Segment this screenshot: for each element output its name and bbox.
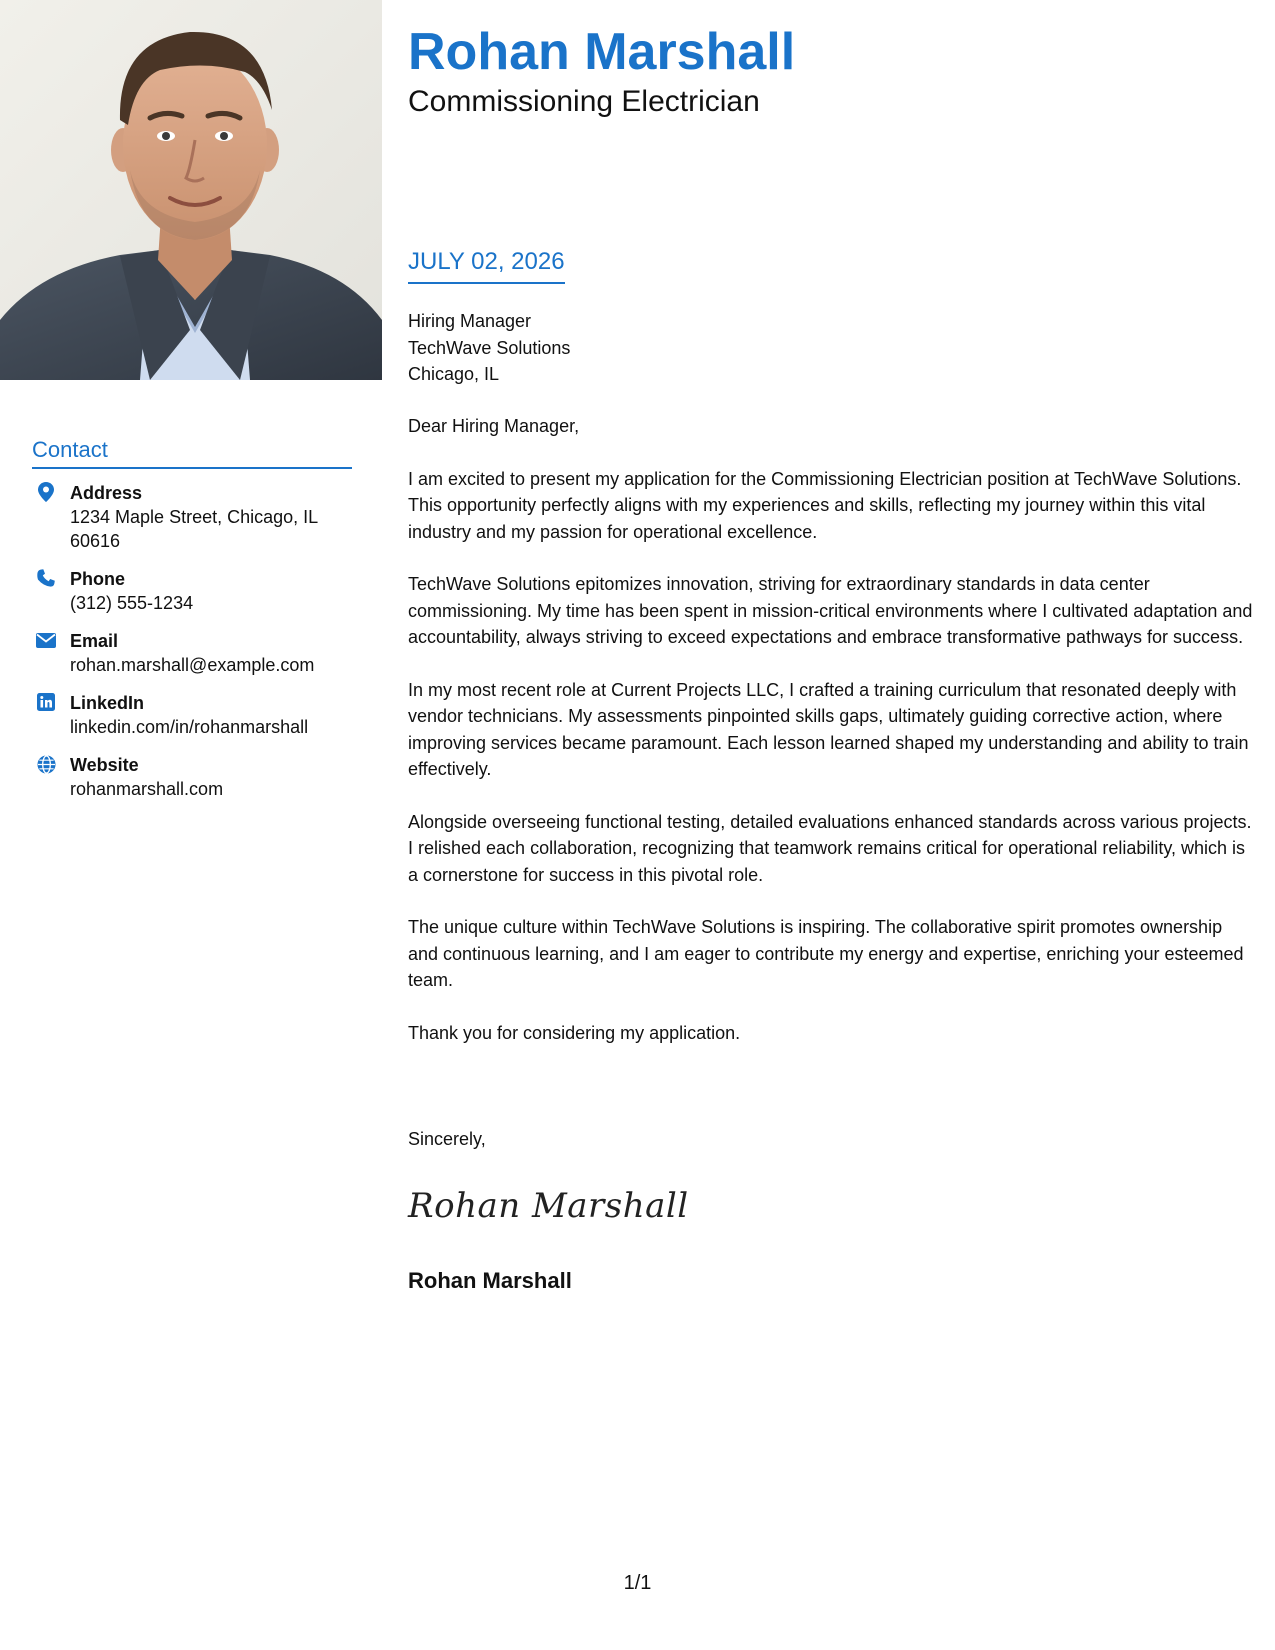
globe-icon	[36, 754, 56, 774]
handwritten-signature: Rohan Marshall	[408, 1186, 689, 1226]
signed-name: Rohan Marshall	[408, 1268, 572, 1293]
contact-item-email	[32, 629, 352, 677]
contact-item-website	[32, 753, 352, 801]
email-label: Email	[70, 631, 119, 651]
linkedin-label: LinkedIn	[70, 693, 145, 713]
contact-item-phone	[32, 567, 352, 615]
contact-item-linkedin	[32, 691, 352, 739]
recipient-line: TechWave Solutions	[408, 337, 571, 358]
website-label: Website	[70, 755, 139, 775]
salutation: Dear Hiring Manager,	[408, 416, 580, 436]
profile-photo	[0, 0, 382, 380]
body-paragraph: Thank you for considering my application.	[408, 1022, 741, 1043]
recipient-line: Hiring Manager	[408, 311, 532, 331]
letter-body	[408, 413, 1253, 1072]
body-paragraph: The unique culture within TechWave Solutions is inspiring. The collaborative spirit promotes ownership and continuous learning, and I am eager to contribute my energy and expertise, enriching your esteemed team.	[408, 917, 1244, 990]
body-paragraph: In my most recent role at Current Projects LLC, I crafted a training curriculum that resonated deeply with vendor technicians. My assessments pinpointed skills gaps, ultimately guiding corrective action, where improving services became paramount. Each lesson learned shaped my understanding and ability to train effectively.	[408, 679, 1249, 779]
body-paragraph: Alongside overseeing functional testing, detailed evaluations enhanced standards across various projects. I relished each collaboration, recognizing that teamwork remains critical for operational reliability, which is a cornerstone for success in this pivotal role.	[408, 811, 1252, 885]
body-paragraph: TechWave Solutions epitomizes innovation, striving for extraordinary standards in data center commissioning. My time has been spent in mission-critical environments where I cultivated adaptation and accountability, always striving to exceed expectations and embrace transformative pathways for success.	[408, 574, 1253, 647]
website-link[interactable]: rohanmarshall.com	[70, 779, 224, 799]
contact-section	[32, 437, 352, 815]
letter-date: JULY 02, 2026	[408, 246, 565, 284]
portrait-illustration	[0, 0, 382, 380]
phone-icon	[36, 568, 56, 588]
contact-item-address	[32, 481, 352, 553]
linkedin-icon	[36, 692, 56, 712]
map-pin-icon	[36, 482, 56, 502]
envelope-icon	[36, 630, 56, 650]
recipient-line: Chicago, IL	[408, 364, 500, 384]
page-number: 1/1	[623, 1572, 652, 1594]
closing-line: Sincerely,	[408, 1129, 486, 1149]
linkedin-link[interactable]: linkedin.com/in/rohanmarshall	[70, 717, 309, 737]
body-paragraph: I am excited to present my application for the Commissioning Electrician position at TechWave Solutions. This opportunity perfectly aligns with my experiences and skills, reflecting my journey within this vital industry and my passion for operational excellence.	[408, 468, 1242, 542]
applicant-name: Rohan Marshall	[408, 23, 796, 81]
phone-label: Phone	[70, 569, 126, 589]
phone-value[interactable]: (312) 555-1234	[70, 593, 194, 613]
address-value: 1234 Maple Street, Chicago, IL 60616	[70, 507, 318, 551]
applicant-title: Commissioning Electrician	[408, 85, 760, 118]
address-label: Address	[70, 483, 143, 503]
recipient-block	[408, 308, 570, 388]
contact-heading: Contact	[32, 437, 352, 469]
email-link[interactable]: rohan.marshall@example.com	[70, 655, 315, 675]
